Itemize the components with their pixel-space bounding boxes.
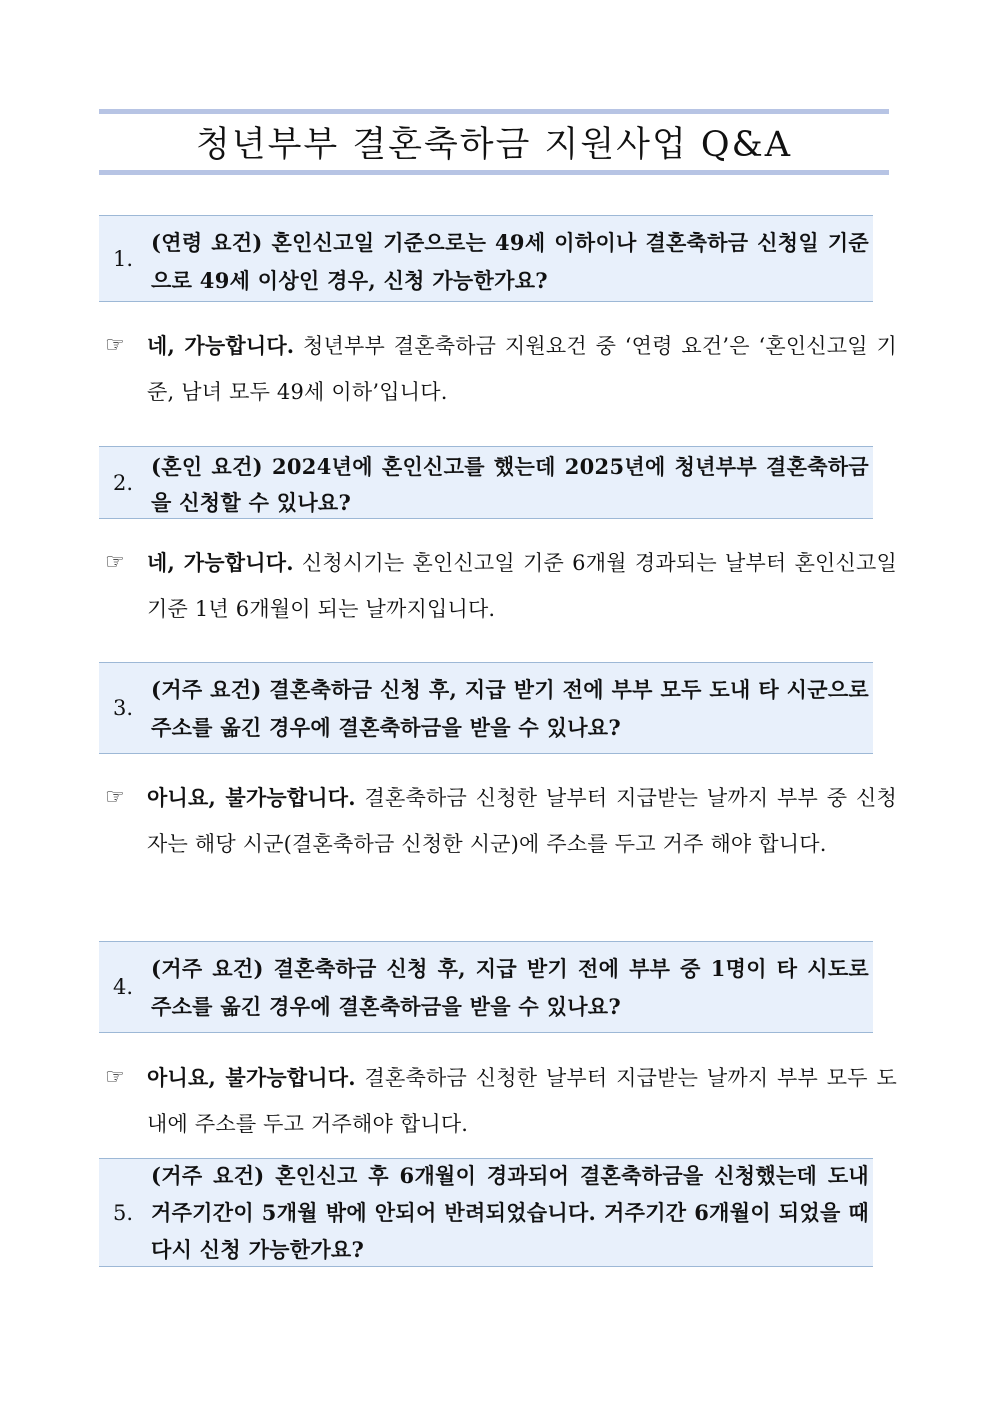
answer-text: 청년부부 결혼축하금 지원요건 중 ‘연령 요건’은 ‘혼인신고일 기준, 남녀 모두 49세 이하’입니다. — [147, 334, 897, 404]
answer-body — [147, 540, 897, 632]
answer-lead: 네, 가능합니다. — [147, 550, 294, 575]
question-number: 4. — [113, 975, 134, 999]
pointing-hand-icon: ☞ — [105, 333, 125, 358]
answer-text: 결혼축하금 신청한 날부터 지급받는 날까지 부부 모두 도내에 주소를 두고 거주해야 합니다. — [147, 1066, 897, 1136]
question-number: 1. — [113, 246, 134, 271]
question-text: (연령 요건) 혼인신고일 기준으로는 49세 이하이나 결혼축하금 신청일 기준으로 49세 이상인 경우, 신청 가능한가요? — [151, 230, 869, 293]
question-box-4 — [99, 941, 873, 1033]
answer-text: 신청시기는 혼인신고일 기준 6개월 경과되는 날부터 혼인신고일 기준 1년 6개월이 되는 날까지입니다. — [147, 551, 897, 621]
question-text: (거주 요건) 결혼축하금 신청 후, 지급 받기 전에 부부 중 1명이 타 시도로 주소를 옮긴 경우에 결혼축하금을 받을 수 있나요? — [151, 956, 869, 1019]
page-title: 청년부부 결혼축하금 지원사업 Q&A — [195, 125, 793, 165]
pointing-hand-icon: ☞ — [105, 550, 125, 575]
question-text: (혼인 요건) 2024년에 혼인신고를 했는데 2025년에 청년부부 결혼축하금을 신청할 수 있나요? — [151, 454, 869, 515]
question-box-3 — [99, 662, 873, 754]
answer-2 — [105, 540, 897, 632]
answer-lead: 네, 가능합니다. — [147, 333, 295, 358]
answer-1 — [105, 323, 897, 415]
question-box-1 — [99, 215, 873, 302]
question-box-2 — [99, 446, 873, 519]
answer-3 — [105, 775, 897, 867]
answer-lead: 아니요, 불가능합니다. — [147, 1065, 356, 1090]
answer-body — [147, 323, 897, 415]
question-number: 5. — [113, 1200, 134, 1225]
question-number: 3. — [113, 696, 134, 720]
answer-lead: 아니요, 불가능합니다. — [147, 785, 356, 810]
question-number: 2. — [113, 470, 134, 495]
question-box-5 — [99, 1158, 873, 1267]
pointing-hand-icon: ☞ — [105, 785, 125, 810]
answer-body — [147, 775, 897, 867]
answer-body — [147, 1055, 897, 1147]
title-box — [99, 109, 889, 175]
question-text: (거주 요건) 혼인신고 후 6개월이 경과되어 결혼축하금을 신청했는데 도내 거주기간이 5개월 밖에 안되어 반려되었습니다. 거주기간 6개월이 되었을 때 다시 신청 가능한가요? — [151, 1163, 869, 1262]
answer-4 — [105, 1055, 897, 1147]
pointing-hand-icon: ☞ — [105, 1065, 125, 1090]
question-text: (거주 요건) 결혼축하금 신청 후, 지급 받기 전에 부부 모두 도내 타 시군으로 주소를 옮긴 경우에 결혼축하금을 받을 수 있나요? — [151, 677, 869, 740]
answer-text: 결혼축하금 신청한 날부터 지급받는 날까지 부부 중 신청자는 해당 시군(결혼축하금 신청한 시군)에 주소를 두고 거주 해야 합니다. — [147, 786, 897, 856]
